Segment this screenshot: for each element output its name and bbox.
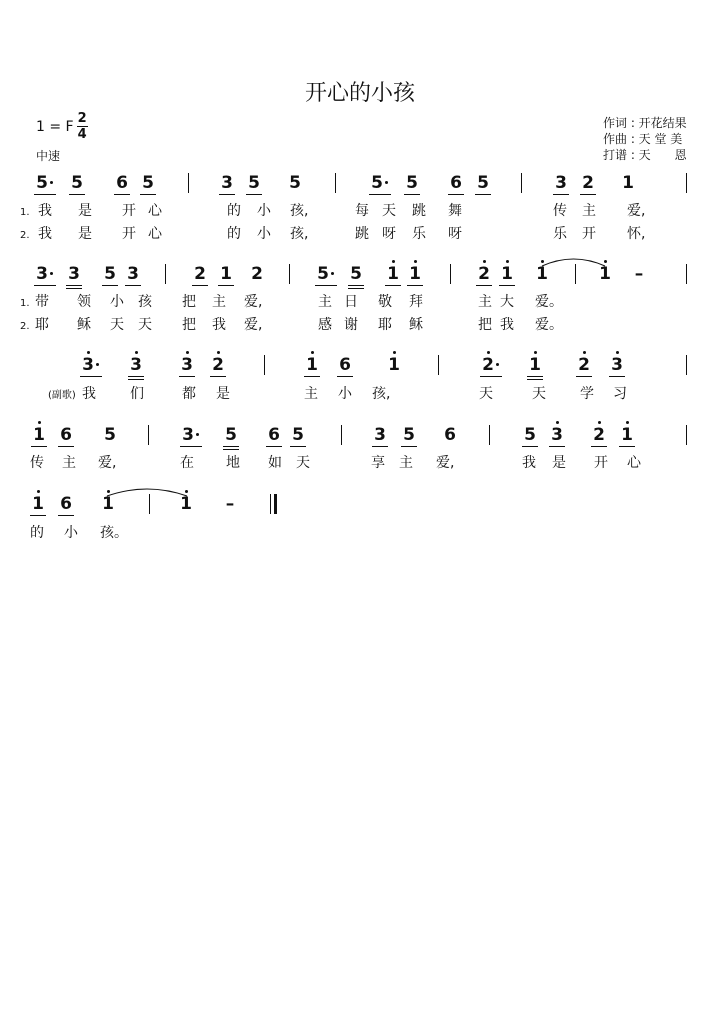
- lyric-syllable: 的: [227, 226, 241, 242]
- note: 1: [33, 425, 45, 445]
- note: 2: [482, 355, 494, 375]
- high-octave-dot: [414, 260, 417, 263]
- lyric-syllable: 把: [182, 294, 196, 310]
- underline-beam: [125, 285, 141, 286]
- note: 3: [181, 355, 193, 375]
- barline: [165, 264, 166, 284]
- high-octave-dot: [392, 260, 395, 263]
- lyric-syllable: 乐: [553, 226, 567, 242]
- underline-beam: [549, 446, 565, 447]
- time-signature-bottom: 4: [77, 127, 87, 142]
- lyric-syllable: 主: [62, 455, 76, 471]
- lyric-syllable: 爱。: [535, 294, 563, 310]
- lyric-syllable: 传: [553, 203, 567, 219]
- lyric-syllable: 孩。: [100, 525, 128, 541]
- song-title: 开心的小孩: [304, 81, 415, 106]
- note: 1: [622, 173, 634, 193]
- underline-beam: [66, 288, 82, 289]
- lyric-syllable: 舞: [448, 203, 462, 219]
- note: 6: [60, 494, 72, 514]
- lyric-syllable: 每: [355, 203, 369, 219]
- underline-beam: [58, 446, 74, 447]
- lyric-syllable: 爱,: [98, 455, 117, 471]
- lyric-syllable: 心: [148, 226, 162, 242]
- note: 3: [130, 355, 142, 375]
- time-signature: [77, 112, 88, 141]
- lyric-syllable: 主: [212, 294, 226, 310]
- barline: [438, 355, 439, 375]
- underline-beam: [192, 285, 208, 286]
- lyric-syllable: 把: [478, 317, 492, 333]
- underline-beam: [475, 194, 491, 195]
- underline-beam: [223, 446, 239, 447]
- lyric-syllable: 孩: [138, 294, 152, 310]
- note: 3: [182, 425, 194, 445]
- lyric-syllable: 心: [627, 455, 641, 471]
- note: 5: [406, 173, 418, 193]
- lyric-syllable: 把: [182, 317, 196, 333]
- underline-beam: [114, 194, 130, 195]
- note: 1: [102, 494, 114, 514]
- lyric-syllable: 爱,: [627, 203, 646, 219]
- lyric-syllable: 都: [182, 386, 196, 402]
- note: 2: [478, 264, 490, 284]
- note: 5: [477, 173, 489, 193]
- lyric-syllable: 主: [304, 386, 318, 402]
- note: 3: [221, 173, 233, 193]
- note: 5: [142, 173, 154, 193]
- lyric-syllable: 小: [64, 525, 78, 541]
- note: 5: [317, 264, 329, 284]
- note: 1: [32, 494, 44, 514]
- underline-beam: [527, 376, 543, 377]
- note: 5: [292, 425, 304, 445]
- underline-beam: [591, 446, 607, 447]
- underline-beam: [223, 449, 239, 450]
- note: 1: [529, 355, 541, 375]
- underline-beam: [385, 285, 401, 286]
- verse-number: 1.: [20, 207, 30, 218]
- barline: [341, 425, 342, 445]
- underline-beam: [315, 285, 337, 286]
- lyric-syllable: 天: [138, 317, 152, 333]
- underline-beam: [476, 285, 492, 286]
- note: 1: [180, 494, 192, 514]
- underline-beam: [527, 379, 543, 380]
- tie-arc: [107, 486, 187, 498]
- verse-number: 2.: [20, 321, 30, 332]
- note: 5: [104, 425, 116, 445]
- high-octave-dot: [186, 351, 189, 354]
- note: 1: [409, 264, 421, 284]
- lyric-syllable: 孩,: [372, 386, 391, 402]
- final-barline: [274, 494, 277, 514]
- barline: [335, 173, 336, 193]
- underline-beam: [619, 446, 635, 447]
- underline-beam: [499, 285, 515, 286]
- note: 1: [387, 264, 399, 284]
- high-octave-dot: [616, 351, 619, 354]
- underline-beam: [69, 194, 85, 195]
- lyric-syllable: 孩,: [290, 203, 309, 219]
- underline-beam: [372, 446, 388, 447]
- lyric-syllable: 天: [296, 455, 310, 471]
- underline-beam: [34, 194, 56, 195]
- barline: [188, 173, 189, 193]
- key-signature: 1 = F: [36, 118, 74, 135]
- lyric-syllable: 我: [38, 226, 52, 242]
- high-octave-dot: [487, 351, 490, 354]
- augmentation-dot: [331, 272, 334, 275]
- underline-beam: [553, 194, 569, 195]
- lyric-syllable: 开: [122, 203, 136, 219]
- lyric-syllable: 享: [371, 455, 385, 471]
- verse-number: (副歌): [48, 390, 76, 401]
- lyric-syllable: 开: [582, 226, 596, 242]
- note: 5: [403, 425, 415, 445]
- underline-beam: [128, 376, 144, 377]
- note: 5: [225, 425, 237, 445]
- high-octave-dot: [135, 351, 138, 354]
- note: 3: [555, 173, 567, 193]
- lyric-syllable: 我: [38, 203, 52, 219]
- high-octave-dot: [483, 260, 486, 263]
- barline: [289, 264, 290, 284]
- lyric-syllable: 是: [552, 455, 566, 471]
- lyric-syllable: 天: [479, 386, 493, 402]
- underline-beam: [30, 515, 46, 516]
- note: 2: [578, 355, 590, 375]
- lyric-syllable: 的: [227, 203, 241, 219]
- lyric-syllable: 爱,: [244, 317, 263, 333]
- note: 3: [127, 264, 139, 284]
- note: 2: [251, 264, 263, 284]
- underline-beam: [407, 285, 423, 286]
- lyric-syllable: 呀: [448, 226, 462, 242]
- lyric-syllable: 小: [257, 226, 271, 242]
- underline-beam: [576, 376, 592, 377]
- lyric-syllable: 孩,: [290, 226, 309, 242]
- lyric-syllable: 地: [226, 455, 240, 471]
- lyric-syllable: 开: [122, 226, 136, 242]
- underline-beam: [348, 288, 364, 289]
- lyric-syllable: 主: [478, 294, 492, 310]
- note: 2: [212, 355, 224, 375]
- note: 2: [593, 425, 605, 445]
- high-octave-dot: [393, 351, 396, 354]
- lyric-syllable: 主: [399, 455, 413, 471]
- barline: [686, 264, 687, 284]
- lyric-syllable: 跳: [412, 203, 426, 219]
- note: 5: [248, 173, 260, 193]
- underline-beam: [58, 515, 74, 516]
- note: 6: [450, 173, 462, 193]
- underline-beam: [180, 446, 202, 447]
- lyric-syllable: 在: [180, 455, 194, 471]
- note: 6: [444, 425, 456, 445]
- note: 3: [551, 425, 563, 445]
- high-octave-dot: [87, 351, 90, 354]
- lyric-syllable: 我: [212, 317, 226, 333]
- lyricist-credit: 作词 : 开花结果: [603, 116, 687, 130]
- underline-beam: [218, 285, 234, 286]
- lyric-syllable: 敬: [378, 294, 392, 310]
- augmentation-dot: [196, 433, 199, 436]
- lyric-syllable: 如: [268, 455, 282, 471]
- underline-beam: [179, 376, 195, 377]
- underline-beam: [266, 446, 282, 447]
- lyric-syllable: 学: [580, 386, 594, 402]
- barline: [521, 173, 522, 193]
- lyric-syllable: 领: [77, 294, 91, 310]
- lyric-syllable: 拜: [409, 294, 423, 310]
- high-octave-dot: [534, 351, 537, 354]
- lyric-syllable: 呀: [382, 226, 396, 242]
- lyric-syllable: 的: [30, 525, 44, 541]
- lyric-syllable: 带: [35, 294, 49, 310]
- note: 6: [268, 425, 280, 445]
- note: 1: [220, 264, 232, 284]
- lyric-syllable: 们: [130, 386, 144, 402]
- underline-beam: [522, 446, 538, 447]
- underline-beam: [246, 194, 262, 195]
- augmentation-dot: [496, 363, 499, 366]
- lyric-syllable: 主: [318, 294, 332, 310]
- note: 3: [82, 355, 94, 375]
- note: 1: [621, 425, 633, 445]
- lyric-syllable: 耶: [378, 317, 392, 333]
- verse-number: 1.: [20, 298, 30, 309]
- lyric-syllable: 小: [257, 203, 271, 219]
- tempo-marking: 中速: [36, 149, 61, 163]
- dash-extension: –: [225, 494, 235, 514]
- high-octave-dot: [311, 351, 314, 354]
- lyric-syllable: 小: [338, 386, 352, 402]
- underline-beam: [128, 379, 144, 380]
- underline-beam: [290, 446, 306, 447]
- underline-beam: [80, 376, 102, 377]
- note: 1: [536, 264, 548, 284]
- lyric-syllable: 稣: [409, 317, 423, 333]
- lyric-syllable: 传: [30, 455, 44, 471]
- note: 2: [194, 264, 206, 284]
- high-octave-dot: [38, 421, 41, 424]
- note: 5: [524, 425, 536, 445]
- note: 6: [116, 173, 128, 193]
- underline-beam: [337, 376, 353, 377]
- lyric-syllable: 爱,: [244, 294, 263, 310]
- lyric-syllable: 乐: [412, 226, 426, 242]
- note: 3: [36, 264, 48, 284]
- dash-extension: –: [634, 264, 644, 284]
- key-and-time-signature: [36, 112, 88, 141]
- note: 1: [306, 355, 318, 375]
- underline-beam: [102, 285, 118, 286]
- note: 1: [599, 264, 611, 284]
- lyric-syllable: 是: [216, 386, 230, 402]
- lyric-syllable: 怀,: [627, 226, 646, 242]
- lyric-syllable: 日: [344, 294, 358, 310]
- underline-beam: [210, 376, 226, 377]
- note: 6: [60, 425, 72, 445]
- underline-beam: [219, 194, 235, 195]
- underline-beam: [66, 285, 82, 286]
- barline: [686, 173, 687, 193]
- lyric-syllable: 开: [594, 455, 608, 471]
- lyric-syllable: 心: [148, 203, 162, 219]
- underline-beam: [580, 194, 596, 195]
- underline-beam: [31, 446, 47, 447]
- underline-beam: [609, 376, 625, 377]
- underline-beam: [369, 194, 391, 195]
- note: 1: [501, 264, 513, 284]
- lyric-syllable: 天: [382, 203, 396, 219]
- tie-arc: [542, 256, 605, 268]
- high-octave-dot: [583, 351, 586, 354]
- lyric-syllable: 感: [318, 317, 332, 333]
- note: 1: [388, 355, 400, 375]
- lyric-syllable: 我: [522, 455, 536, 471]
- high-octave-dot: [506, 260, 509, 263]
- barline: [686, 425, 687, 445]
- high-octave-dot: [626, 421, 629, 424]
- barline: [450, 264, 451, 284]
- lyric-syllable: 天: [110, 317, 124, 333]
- note: 5: [371, 173, 383, 193]
- lyric-syllable: 爱,: [436, 455, 455, 471]
- note: 3: [611, 355, 623, 375]
- high-octave-dot: [556, 421, 559, 424]
- lyric-syllable: 大: [500, 294, 514, 310]
- underline-beam: [480, 376, 502, 377]
- lyric-syllable: 主: [582, 203, 596, 219]
- lyric-syllable: 我: [500, 317, 514, 333]
- lyric-syllable: 耶: [35, 317, 49, 333]
- note: 6: [339, 355, 351, 375]
- lyric-syllable: 稣: [77, 317, 91, 333]
- verse-number: 2.: [20, 230, 30, 241]
- augmentation-dot: [96, 363, 99, 366]
- underline-beam: [448, 194, 464, 195]
- augmentation-dot: [50, 181, 53, 184]
- underline-beam: [348, 285, 364, 286]
- barline: [264, 355, 265, 375]
- lyric-syllable: 爱。: [535, 317, 563, 333]
- note: 3: [68, 264, 80, 284]
- lyric-syllable: 天: [532, 386, 546, 402]
- lyric-syllable: 小: [110, 294, 124, 310]
- underline-beam: [34, 285, 56, 286]
- lyric-syllable: 跳: [355, 226, 369, 242]
- augmentation-dot: [50, 272, 53, 275]
- lyric-syllable: 习: [613, 386, 627, 402]
- note: 3: [374, 425, 386, 445]
- high-octave-dot: [598, 421, 601, 424]
- augmentation-dot: [385, 181, 388, 184]
- note: 5: [104, 264, 116, 284]
- note: 5: [71, 173, 83, 193]
- note: 5: [36, 173, 48, 193]
- time-signature-top: 2: [77, 111, 87, 126]
- lyric-syllable: 是: [78, 203, 92, 219]
- lyric-syllable: 谢: [344, 317, 358, 333]
- barline: [489, 425, 490, 445]
- typesetter-credit: 打谱 : 天 恩: [603, 148, 687, 162]
- barline: [270, 494, 271, 514]
- lyric-syllable: 我: [82, 386, 96, 402]
- note: 2: [582, 173, 594, 193]
- barline: [686, 355, 687, 375]
- composer-credit: 作曲 : 天 堂 美: [603, 132, 683, 146]
- barline: [148, 425, 149, 445]
- underline-beam: [404, 194, 420, 195]
- note: 5: [289, 173, 301, 193]
- high-octave-dot: [217, 351, 220, 354]
- high-octave-dot: [37, 490, 40, 493]
- underline-beam: [304, 376, 320, 377]
- note: 5: [350, 264, 362, 284]
- underline-beam: [401, 446, 417, 447]
- lyric-syllable: 是: [78, 226, 92, 242]
- underline-beam: [140, 194, 156, 195]
